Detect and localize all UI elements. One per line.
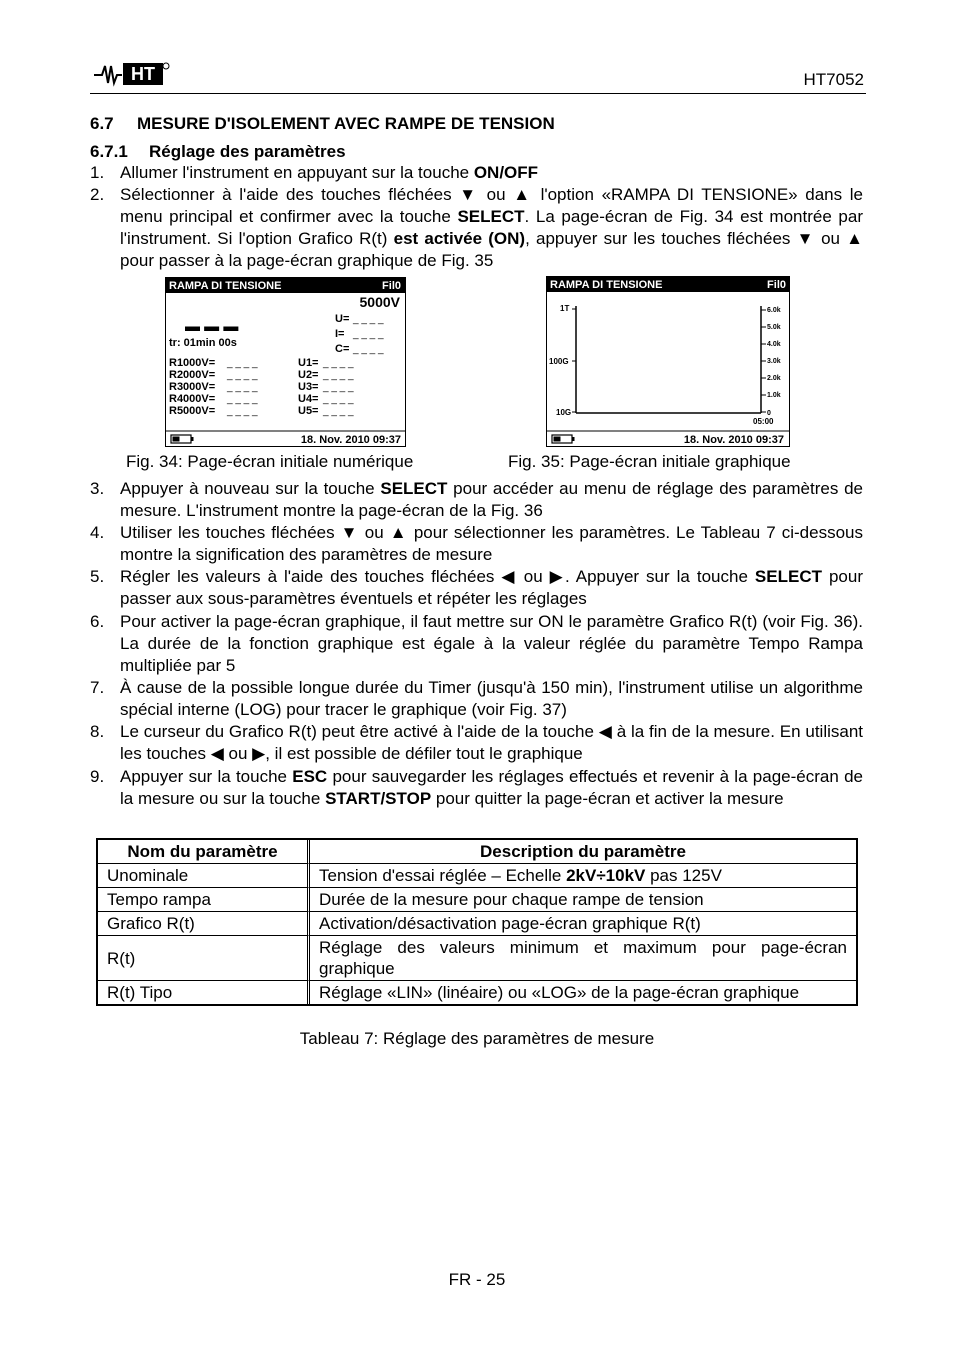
step-number: 6. bbox=[90, 612, 105, 631]
fig34-dash: _ _ _ _ bbox=[323, 406, 354, 417]
param-desc bbox=[310, 864, 856, 888]
fig34-dash: _ _ _ _ bbox=[323, 370, 354, 381]
key-name: SELECT bbox=[380, 479, 448, 498]
param-name: R(t) bbox=[98, 936, 310, 981]
model-name: HT7052 bbox=[803, 70, 864, 89]
table-row bbox=[98, 981, 856, 1004]
fig35-right-tick: 3.0k bbox=[767, 358, 781, 365]
fig34-timer: tr: 01min 00s bbox=[169, 337, 237, 349]
key-name: START/STOP bbox=[325, 789, 432, 808]
fig34-u-label: U2= bbox=[298, 369, 319, 381]
step-text: . La page-écran de Fig. 34 est montrée par l'instrument. Si l'option Grafico R(t) bbox=[120, 207, 863, 248]
fig35-screen bbox=[546, 276, 790, 447]
step-number: 4. bbox=[90, 523, 105, 542]
section-number: 6.7 bbox=[90, 114, 114, 133]
header-rule bbox=[90, 93, 866, 94]
fig35-right-tick: 5.0k bbox=[767, 324, 781, 331]
fig34-dash: _ _ _ _ bbox=[227, 370, 258, 381]
step-text: Sélectionner à l'aide des touches fléchées ▼ ou ▲ l'option «RAMPA DI TENSIONE» dans le menu principal et confirmer avec la touche bbox=[120, 185, 863, 226]
table-row bbox=[98, 864, 856, 888]
step-text: Régler les valeurs à l'aide des touches fléchées ◀ ou ▶. Appuyer sur la touche bbox=[120, 567, 755, 586]
subsection-number: 6.7.1 bbox=[90, 142, 128, 161]
fig34-dash: _ _ _ _ bbox=[323, 394, 354, 405]
fig35-right-tick: 6.0k bbox=[767, 307, 781, 314]
fig34-file: Fil0 bbox=[382, 280, 401, 292]
step-1 bbox=[90, 162, 863, 184]
fig34-c: C= bbox=[335, 343, 350, 355]
step-text: pour sauvegarder les réglages effectués et revenir à la page-écran de la mesure ou sur la touche bbox=[120, 767, 863, 808]
step-number: 2. bbox=[90, 185, 105, 204]
fig34-dash: _ _ _ _ bbox=[353, 329, 384, 340]
param-range: 2kV÷10kV bbox=[566, 866, 646, 885]
step-text: Utiliser les touches fléchées ▼ ou ▲ pour sélectionner les paramètres. Le Tableau 7 ci-dessous montre la signification des paramètres de mesure bbox=[120, 523, 863, 564]
fig34-u: U= bbox=[335, 313, 350, 325]
key-name: ON/OFF bbox=[473, 163, 539, 182]
param-desc-text: pas 125V bbox=[645, 866, 722, 885]
ht-logo bbox=[92, 60, 170, 88]
fig35-caption: Fig. 35: Page-écran initiale graphique bbox=[508, 452, 791, 471]
step-text: Appuyer sur la touche bbox=[120, 767, 293, 786]
step-8 bbox=[90, 721, 863, 765]
step-3 bbox=[90, 478, 863, 522]
fig34-u-label: U1= bbox=[298, 357, 319, 369]
page-number: FR - 25 bbox=[448, 1270, 506, 1289]
fig35-file: Fil0 bbox=[767, 279, 786, 291]
param-name: Grafico R(t) bbox=[98, 912, 310, 936]
table-row bbox=[98, 936, 856, 981]
fig34-r-label: R4000V= bbox=[169, 393, 216, 405]
fig34-dash: _ _ _ _ bbox=[323, 382, 354, 393]
fig34-dash: _ _ _ _ bbox=[353, 344, 384, 355]
fig34-r-label: R2000V= bbox=[169, 369, 216, 381]
step-5 bbox=[90, 566, 863, 610]
subsection-heading bbox=[90, 142, 346, 162]
column-header: Description du paramètre bbox=[310, 840, 856, 864]
fig35-right-tick: 4.0k bbox=[767, 341, 781, 348]
step-text: Allumer l'instrument en appuyant sur la touche bbox=[120, 163, 474, 182]
column-header: Nom du paramètre bbox=[98, 840, 310, 864]
step-number: 3. bbox=[90, 479, 105, 498]
param-desc: Activation/désactivation page-écran graphique R(t) bbox=[310, 912, 856, 936]
step-text: , appuyer sur les touches fléchées ▼ ou ▲ pour passer à la page-écran graphique de Fig. 35 bbox=[120, 229, 863, 270]
step-number: 9. bbox=[90, 767, 105, 786]
fig34-i: I= bbox=[335, 328, 345, 340]
fig34-dash: _ _ _ _ bbox=[227, 406, 258, 417]
table-header-row bbox=[98, 840, 856, 864]
step-6 bbox=[90, 611, 863, 677]
step-number: 1. bbox=[90, 163, 105, 182]
fig34-r-label: R5000V= bbox=[169, 405, 216, 417]
fig35-title: RAMPA DI TENSIONE bbox=[550, 279, 663, 291]
step-2 bbox=[90, 184, 863, 272]
step-text: Le curseur du Grafico R(t) peut être activé à l'aide de la touche ◀ à la fin de la mesure. En utilisant les touches ◀ ou ▶, il est possible de défiler tout le graphique bbox=[120, 722, 863, 763]
battery-icon bbox=[552, 435, 575, 443]
step-text: pour quitter la page-écran et activer la mesure bbox=[431, 789, 784, 808]
fig35-right-tick: 0 bbox=[767, 410, 771, 417]
param-desc: Durée de la mesure pour chaque rampe de tension bbox=[310, 888, 856, 912]
section-heading bbox=[90, 114, 555, 134]
subsection-title: Réglage des paramètres bbox=[149, 142, 346, 161]
param-name: R(t) Tipo bbox=[98, 981, 310, 1004]
section-title: MESURE D'ISOLEMENT AVEC RAMPE DE TENSION bbox=[137, 114, 555, 133]
param-name: Unominale bbox=[98, 864, 310, 888]
fig35-datetime: 18. Nov. 2010 09:37 bbox=[683, 434, 784, 446]
fig34-r-label: R1000V= bbox=[169, 357, 216, 369]
fig34-datetime: 18. Nov. 2010 09:37 bbox=[300, 434, 401, 446]
fig34-dash: _ _ _ _ bbox=[353, 314, 384, 325]
emphasis: est activée (ON) bbox=[393, 229, 526, 248]
battery-icon bbox=[171, 435, 194, 443]
param-desc: Réglage des valeurs minimum et maximum pour page-écran graphique bbox=[310, 936, 856, 981]
step-text: À cause de la possible longue durée du Timer (jusqu'à 150 min), l'instrument utilise un algorithme spécial interne (LOG) pour tracer le graphique (voir Fig. 37) bbox=[120, 678, 863, 719]
param-desc: Réglage «LIN» (linéaire) ou «LOG» de la page-écran graphique bbox=[319, 983, 800, 1002]
step-4 bbox=[90, 522, 863, 566]
svg-text:HT: HT bbox=[131, 64, 155, 84]
fig35-time-label: 05:00 bbox=[753, 417, 774, 426]
step-number: 7. bbox=[90, 678, 105, 697]
fig35-left-tick: 10G bbox=[556, 408, 572, 417]
param-desc-text: Tension d'essai réglée – Echelle bbox=[319, 866, 567, 885]
fig34-voltage: 5000V bbox=[359, 294, 400, 310]
step-number: 5. bbox=[90, 567, 105, 586]
fig34-title: RAMPA DI TENSIONE bbox=[169, 280, 282, 292]
fig35-left-tick: 100G bbox=[549, 357, 569, 366]
fig34-r-label: R3000V= bbox=[169, 381, 216, 393]
fig34-main-value: ▬ ▬ ▬ bbox=[185, 318, 239, 335]
step-text: pour passer aux sous-paramètres éventuels et répéter les réglages bbox=[120, 567, 863, 608]
fig34-dash: _ _ _ _ bbox=[323, 358, 354, 369]
step-number: 8. bbox=[90, 722, 105, 741]
key-name: ESC bbox=[292, 767, 328, 786]
step-text: pour accéder au menu de réglage des paramètres de mesure. L'instrument montre la page-écran de la Fig. 36 bbox=[120, 479, 863, 520]
parameters-table bbox=[96, 838, 858, 1006]
table-row bbox=[98, 912, 856, 936]
fig34-u-label: U5= bbox=[298, 405, 319, 417]
fig34-dash: _ _ _ _ bbox=[227, 382, 258, 393]
fig34-dash: _ _ _ _ bbox=[227, 358, 258, 369]
fig34-caption: Fig. 34: Page-écran initiale numérique bbox=[126, 452, 414, 471]
param-name: Tempo rampa bbox=[98, 888, 310, 912]
step-9 bbox=[90, 766, 863, 810]
fig34-dash: _ _ _ _ bbox=[227, 394, 258, 405]
step-text: Appuyer à nouveau sur la touche bbox=[120, 479, 381, 498]
step-text: Pour activer la page-écran graphique, il faut mettre sur ON le paramètre Grafico R(t) (voir Fig. 36). La durée de la fonction graphique est égale à la valeur réglée du paramètre Tempo Rampa multipliée par 5 bbox=[120, 612, 863, 675]
fig35-right-tick: 2.0k bbox=[767, 375, 781, 382]
fig34-screen bbox=[165, 277, 406, 447]
fig35-right-tick: 1.0k bbox=[767, 392, 781, 399]
key-name: SELECT bbox=[754, 567, 822, 586]
table-row bbox=[98, 888, 856, 912]
fig35-left-tick: 1T bbox=[560, 304, 570, 313]
table-caption: Tableau 7: Réglage des paramètres de mesure bbox=[299, 1029, 655, 1048]
fig34-u-label: U3= bbox=[298, 381, 319, 393]
step-7 bbox=[90, 677, 863, 721]
fig34-u-label: U4= bbox=[298, 393, 319, 405]
key-name: SELECT bbox=[457, 207, 525, 226]
